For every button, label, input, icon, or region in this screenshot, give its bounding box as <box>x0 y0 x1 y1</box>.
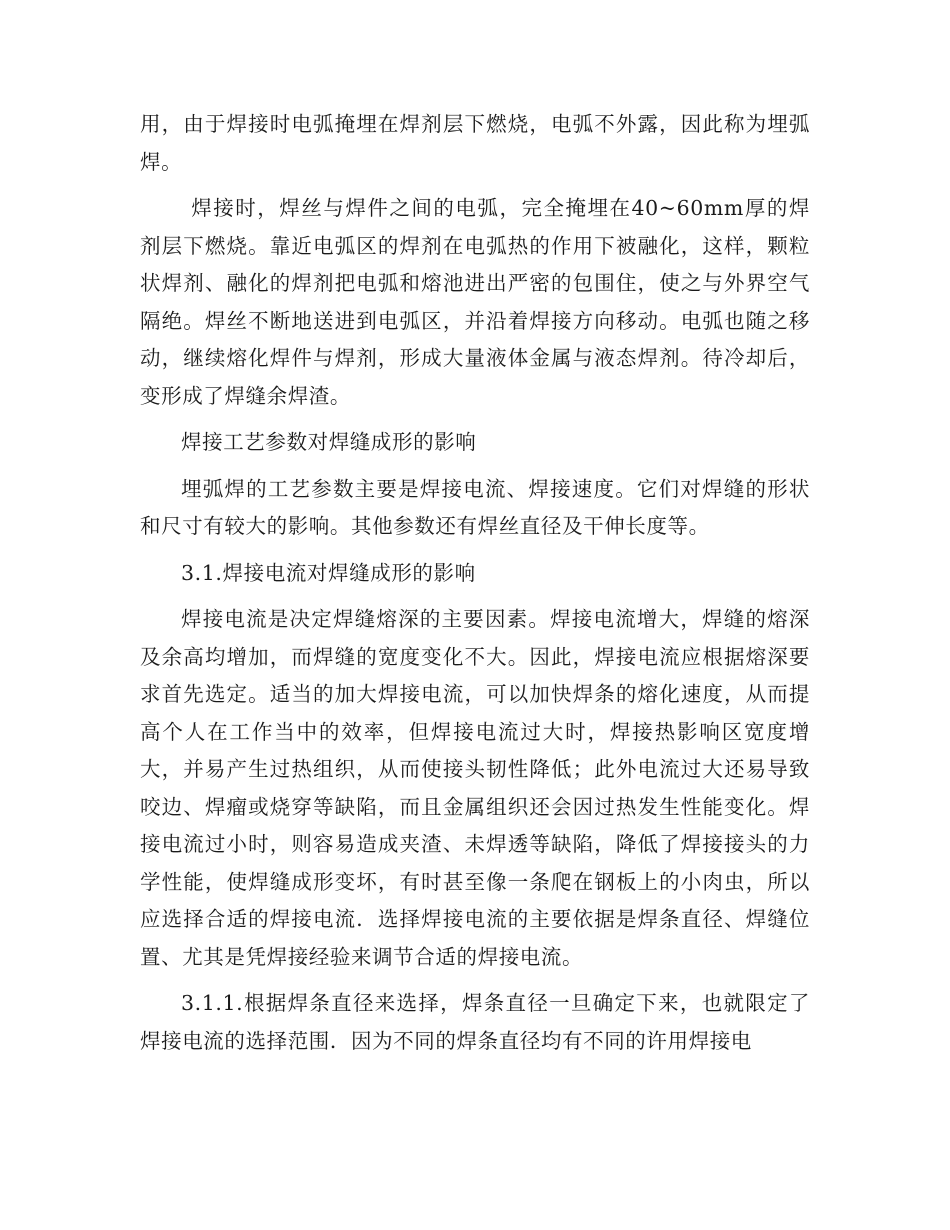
document-page <box>140 106 810 1069</box>
paragraph-3-1-1: 3.1.1.根据焊条直径来选择，焊条直径一旦确定下来，也就限定了焊接电流的选择范围．因为不同的焊条直径均有不同的许用焊接电 <box>140 991 810 1053</box>
paragraph-parameters: 埋弧焊的工艺参数主要是焊接电流、焊接速度。它们对焊缝的形状和尺寸有较大的影响。其他参数还有焊丝直径及干伸长度等。 <box>140 476 810 538</box>
paragraph-continuation: 用，由于焊接时电弧掩埋在焊剂层下燃烧，电弧不外露，因此称为埋弧焊。 <box>140 112 810 174</box>
section-heading-parameters: 焊接工艺参数对焊缝成形的影响 <box>181 430 477 454</box>
section-heading-3-1: 3.1.焊接电流对焊缝成形的影响 <box>181 560 476 585</box>
paragraph-current-effect: 焊接电流是决定焊缝熔深的主要因素。焊接电流增大，焊缝的熔深及余高均增加，而焊缝的宽度变化不大。因此，焊接电流应根据熔深要求首先选定。适当的加大焊接电流，可以加快焊条的熔化速度，从而提高个人在工作当中的效率，但焊接电流过大时，焊接热影响区宽度增大，并易产生过热组织，从而使接头韧性降低；此外电流过大还易导致咬边、焊瘤或烧穿等缺陷，而且金属组织还会因过热发生性能变化。焊接电流过小时，则容易造成夹渣、未焊透等缺陷，降低了焊接接头的力学性能，使焊缝成形变坏，有时甚至像一条爬在钢板上的小肉虫，所以应选择合适的焊接电流．选择焊接电流的主要依据是焊条直径、焊缝位置、尤其是凭焊接经验来调节合适的焊接电流。 <box>140 607 810 969</box>
paragraph-welding-process: 焊接时，焊丝与焊件之间的电弧，完全掩埋在40~60mm厚的焊剂层下燃烧。靠近电弧区的焊剂在电弧热的作用下被融化，这样，颗粒状焊剂、融化的焊剂把电弧和熔池进出严密的包围住，使之与外界空气隔绝。焊丝不断地送进到电弧区，并沿着焊接方向移动。电弧也随之移动，继续熔化焊件与焊剂，形成大量液体金属与液态焊剂。待冷却后，变形成了焊缝余焊渣。 <box>140 196 810 408</box>
